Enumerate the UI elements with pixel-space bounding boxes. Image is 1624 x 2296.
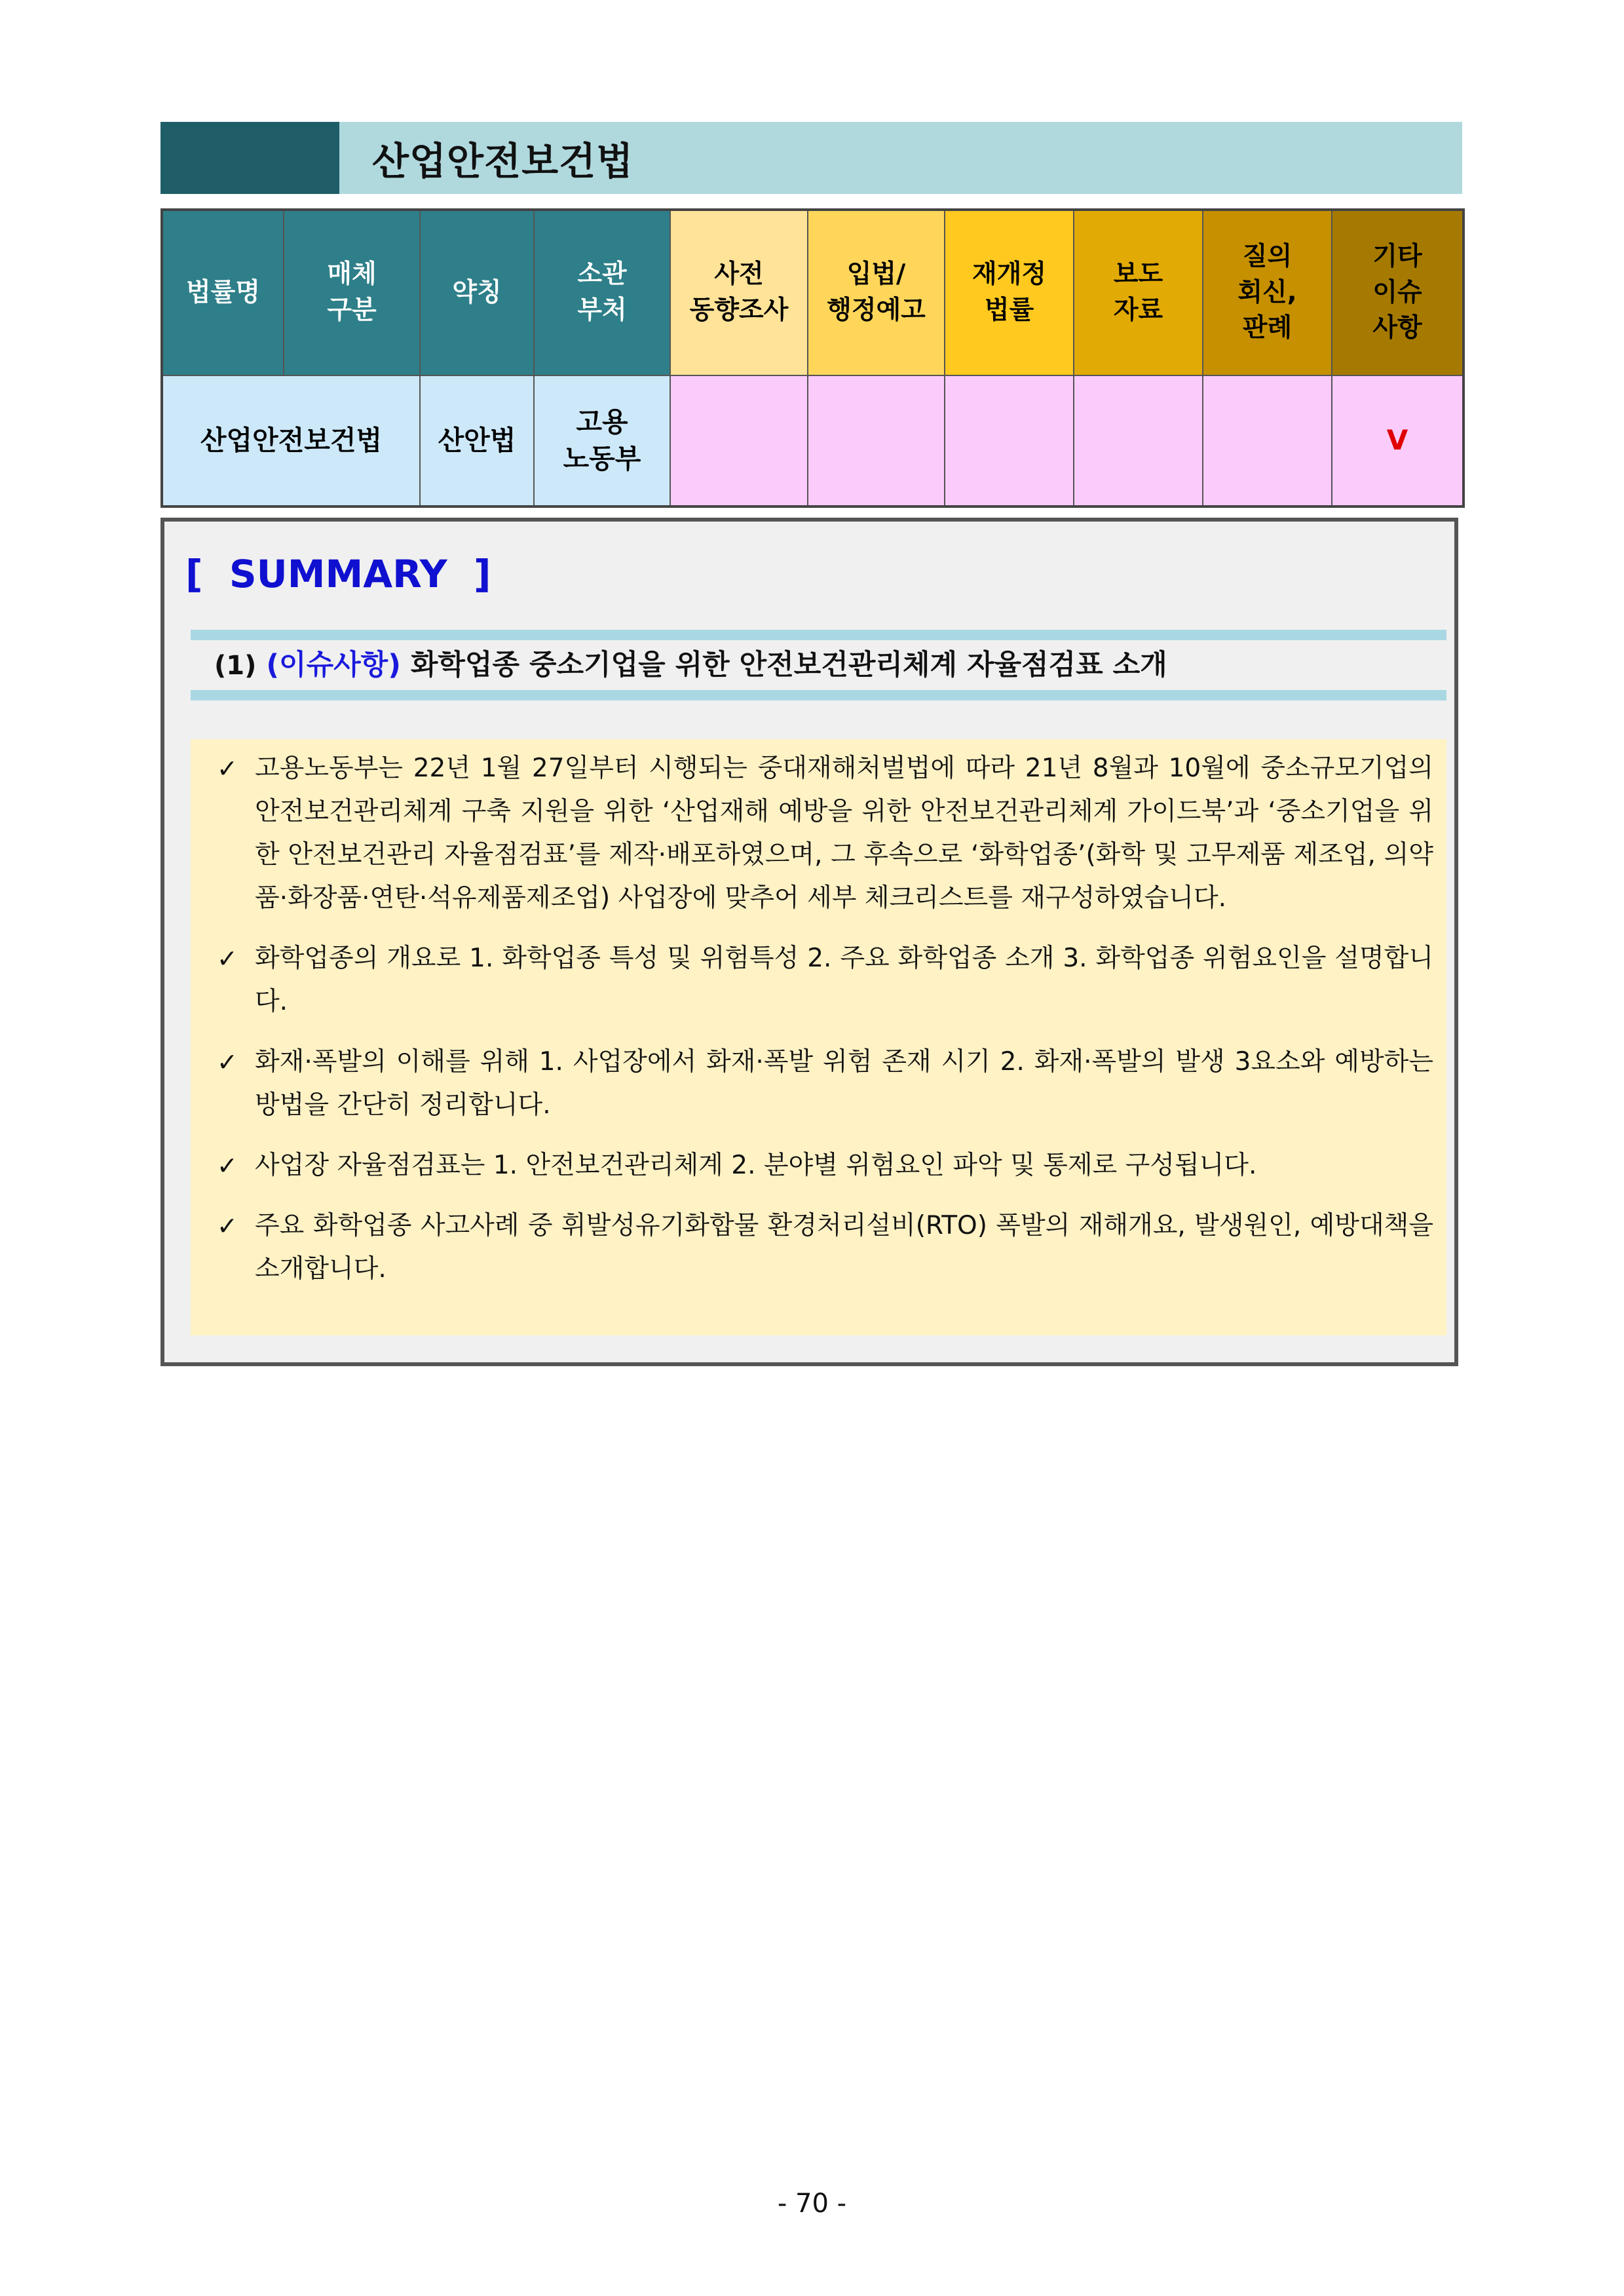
issue-title	[214, 643, 1167, 683]
header-legislation-notice-text: 입법/ 행정예고	[827, 259, 926, 325]
header-amended-law-text: 재개정 법률	[972, 259, 1047, 325]
header-media-type-text: 매체 구분	[327, 259, 377, 325]
header-qa-cases	[1203, 210, 1332, 375]
list-item	[217, 1041, 1433, 1127]
list-item	[217, 747, 1433, 920]
issue-divider-bottom	[191, 690, 1446, 700]
checkmark-icon: ✓	[217, 1048, 238, 1077]
title-accent-block	[161, 122, 339, 194]
law-info-table	[161, 208, 1465, 508]
issue-main-title: 화학업종 중소기업을 위한 안전보건관리체계 자율점검표 소개	[410, 649, 1167, 681]
header-ministry-text: 소관 부처	[577, 259, 627, 325]
bullet-text: 화학업종의 개요로 1. 화학업종 특성 및 위험특성 2. 주요 화학업종 소개 3. 화학업종 위험요인을 설명합니다.	[255, 944, 1433, 1016]
header-legislation-notice	[808, 210, 945, 375]
cell-ministry-text: 고용 노동부	[563, 406, 641, 474]
cell-ministry	[534, 375, 670, 507]
summary-box	[161, 518, 1458, 1366]
header-press-release	[1074, 210, 1203, 375]
cell-legislation-notice	[808, 375, 945, 507]
header-media-type	[284, 210, 420, 375]
page-number: - 70 -	[777, 2189, 847, 2219]
bullet-text: 화재·폭발의 이해를 위해 1. 사업장에서 화재·폭발 위험 존재 시기 2. 화재·폭발의 발생 3요소와 예방하는 방법을 간단히 정리합니다.	[255, 1047, 1433, 1120]
header-qa-cases-text: 질의 회신, 판례	[1237, 242, 1297, 343]
checkmark-icon: ✓	[217, 754, 238, 783]
bullet-text: 주요 화학업종 사고사례 중 휘발성유기화합물 환경처리설비(RTO) 폭발의 재해개요, 발생원인, 예방대책을 소개합니다.	[255, 1211, 1433, 1284]
header-other-issues	[1332, 210, 1463, 375]
issue-divider-top	[191, 630, 1446, 640]
checkmark-icon: ✓	[217, 1151, 238, 1180]
header-ministry	[534, 210, 670, 375]
cell-abbreviation: 산안법	[420, 375, 534, 507]
checkmark-icon: ✓	[217, 944, 238, 973]
checkmark-icon: ✓	[217, 1212, 238, 1240]
cell-amended-law	[945, 375, 1074, 507]
header-press-release-text: 보도 자료	[1113, 259, 1163, 325]
header-abbreviation	[420, 210, 534, 375]
header-abbreviation-text: 약칭	[452, 277, 502, 307]
header-law-name	[162, 210, 284, 375]
cell-pre-survey	[670, 375, 808, 507]
cell-qa-cases	[1203, 375, 1332, 507]
cell-press-release	[1074, 375, 1203, 507]
title-band	[339, 122, 1462, 194]
bullet-text: 사업장 자율점검표는 1. 안전보건관리체계 2. 분야별 위험요인 파악 및 통제로 구성됩니다.	[255, 1151, 1257, 1180]
header-pre-survey	[670, 210, 808, 375]
summary-heading: [ SUMMARY ]	[185, 552, 491, 596]
table-row	[162, 375, 1463, 507]
issue-tag: (이슈사항)	[266, 649, 401, 681]
cell-other-issues: V	[1332, 375, 1463, 507]
cell-law-name: 산업안전보건법	[162, 375, 420, 507]
header-other-issues-text: 기타 이슈 사항	[1372, 242, 1422, 343]
list-item	[217, 1144, 1433, 1187]
bullet-text: 고용노동부는 22년 1월 27일부터 시행되는 중대재해처벌법에 따라 21년 8월과 10월에 중소규모기업의 안전보건관리체계 구축 지원을 위한 ‘산업재해 예방을 위한 안전보건관리체계 가이드북’과 ‘중소기업을 위한 안전보건관리 자율점검표’를 제작·배포하였으며, 그 후속으로 ‘화학업종’(화학 및 고무제품 제조업, 의약품·화장품·연탄·석유제품제조업) 사업장에 맞추어 세부 체크리스트를 재구성하였습니다.	[255, 754, 1433, 913]
list-item	[217, 1204, 1433, 1291]
header-pre-survey-text: 사전 동향조사	[689, 259, 789, 325]
list-item	[217, 937, 1433, 1024]
summary-bullet-list	[191, 739, 1446, 1335]
header-law-name-text: 법률명	[185, 277, 261, 307]
page-title: 산업안전보건법	[372, 139, 634, 183]
header-amended-law	[945, 210, 1074, 375]
title-banner	[161, 122, 1462, 194]
issue-number: (1)	[214, 651, 257, 681]
